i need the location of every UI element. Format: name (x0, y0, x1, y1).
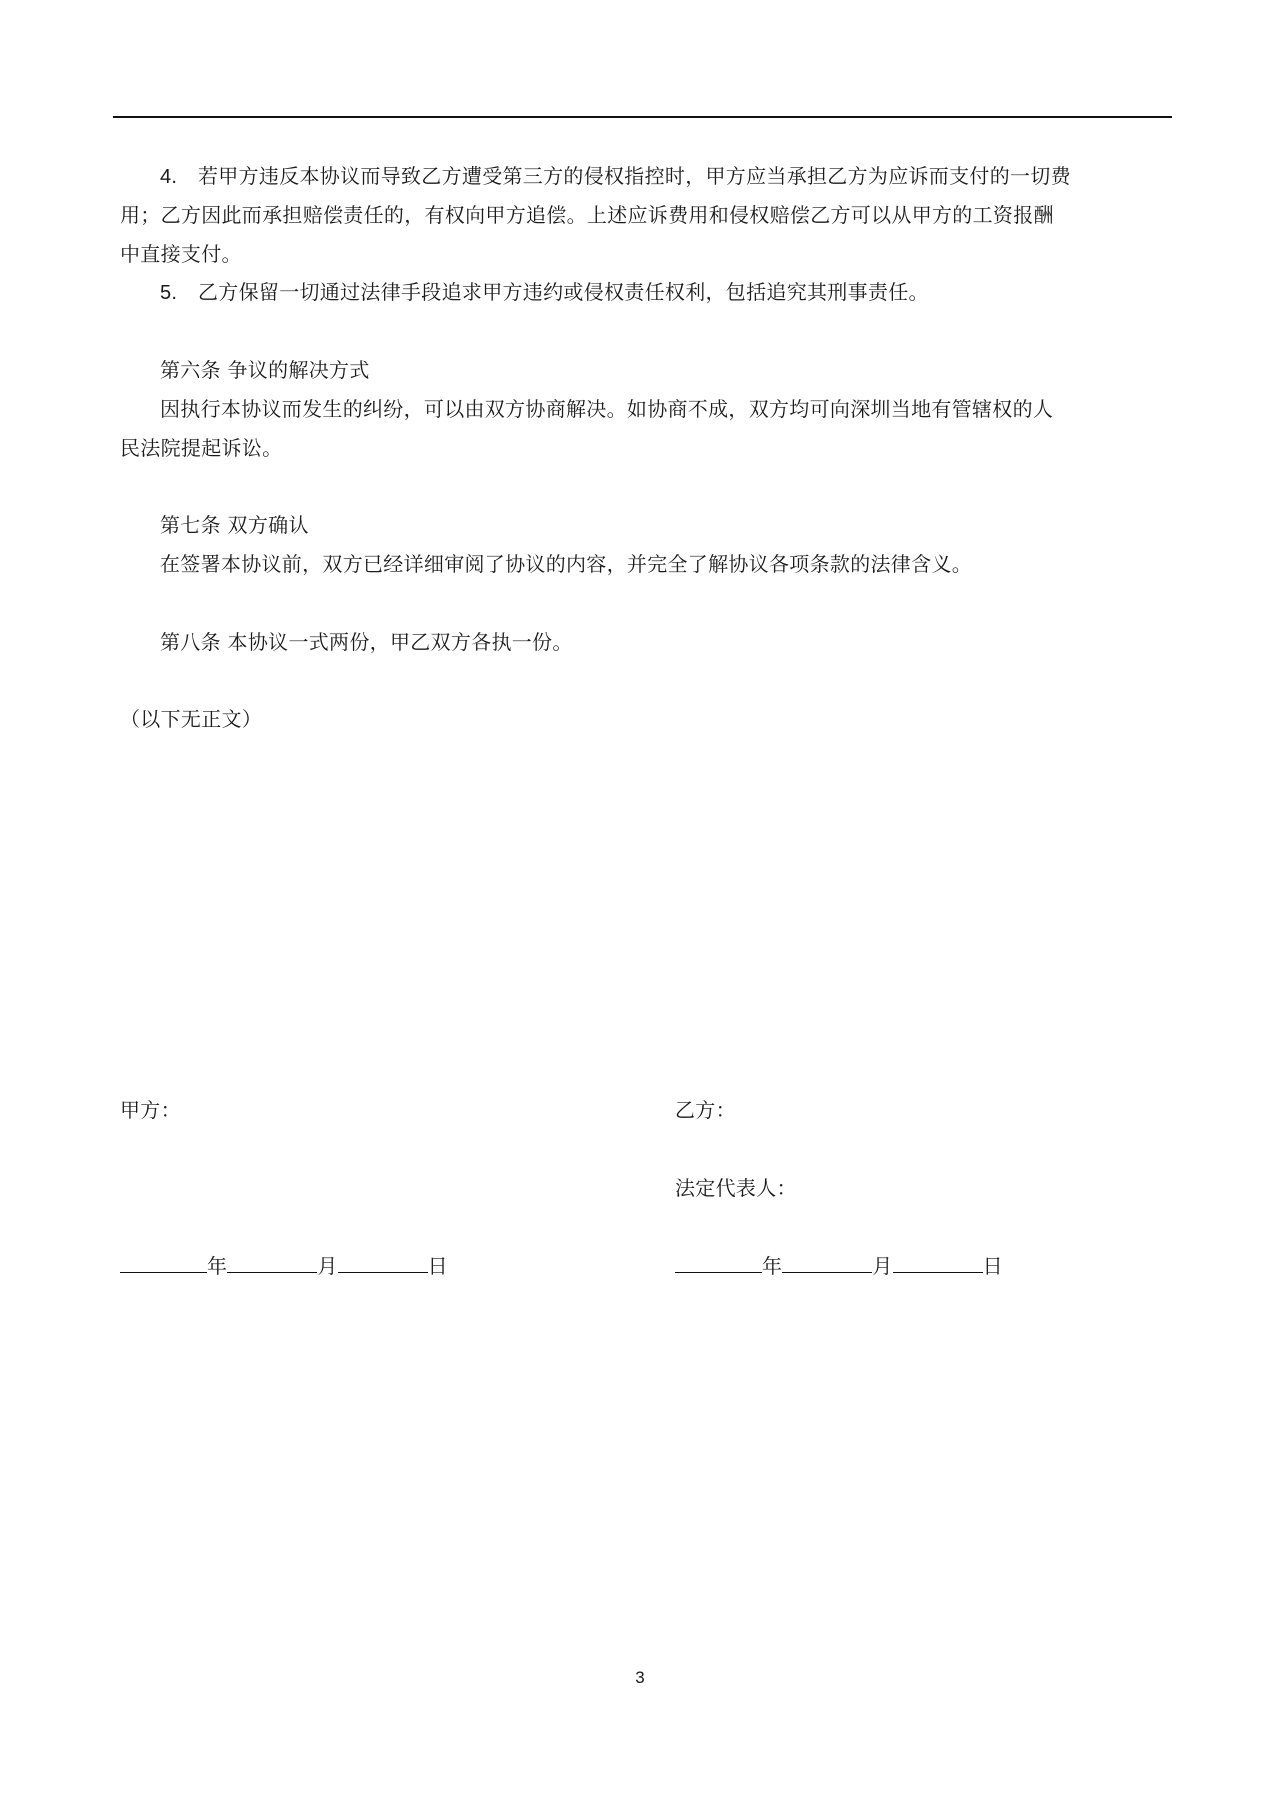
party-b-date-line (675, 1254, 1003, 1276)
party-a-year-blank (120, 1254, 207, 1273)
party-b-day-blank (893, 1254, 983, 1273)
article-7-heading: 第七条 双方确认 (160, 513, 309, 537)
end-note: （以下无正文） (120, 707, 263, 731)
page-number: 3 (635, 1668, 645, 1687)
party-b-month-label: 月 (872, 1254, 893, 1278)
clause-4-line-3: 中直接支付。 (120, 242, 242, 266)
article-7-body: 在签署本协议前，双方已经详细审阅了协议的内容，并完全了解协议各项条款的法律含义。 (160, 552, 972, 576)
article-6-line-2: 民法院提起诉讼。 (120, 436, 283, 460)
party-a-day-label: 日 (427, 1254, 448, 1278)
clause-5-text: 乙方保留一切通过法律手段追求甲方违约或侵权责任权利，包括追究其刑事责任。 (198, 280, 929, 304)
clause-4-line-1 (160, 166, 1071, 187)
party-a-year-label: 年 (207, 1254, 228, 1278)
party-b-year-blank (675, 1254, 762, 1273)
header-rule (113, 116, 1172, 118)
party-a-day-blank (338, 1254, 428, 1273)
party-b-day-label: 日 (982, 1254, 1003, 1278)
article-6-line-1: 因执行本协议而发生的纠纷，可以由双方协商解决。如协商不成，双方均可向深圳当地有管辖权的人 (160, 397, 1054, 421)
clause-4-text-1: 若甲方违反本协议而导致乙方遭受第三方的侵权指控时，甲方应当承担乙方为应诉而支付的一切费 (198, 164, 1071, 188)
article-6-heading: 第六条 争议的解决方式 (160, 358, 370, 382)
party-b-year-label: 年 (762, 1254, 783, 1278)
legal-representative-label: 法定代表人： (675, 1176, 797, 1200)
clause-5-number: 5. (160, 282, 178, 304)
party-a-month-blank (227, 1254, 317, 1273)
party-b-month-blank (782, 1254, 872, 1273)
party-a-label: 甲方： (120, 1098, 181, 1122)
clause-4-number: 4. (160, 166, 178, 188)
party-a-date-line (120, 1254, 448, 1276)
clause-5-line (160, 282, 929, 303)
party-b-label: 乙方： (675, 1098, 736, 1122)
article-8: 第八条 本协议一式两份，甲乙双方各执一份。 (160, 630, 573, 654)
party-a-month-label: 月 (317, 1254, 338, 1278)
clause-4-line-2: 用；乙方因此而承担赔偿责任的，有权向甲方追偿。上述应诉费用和侵权赔偿乙方可以从甲方的工资报酬 (120, 203, 1054, 227)
